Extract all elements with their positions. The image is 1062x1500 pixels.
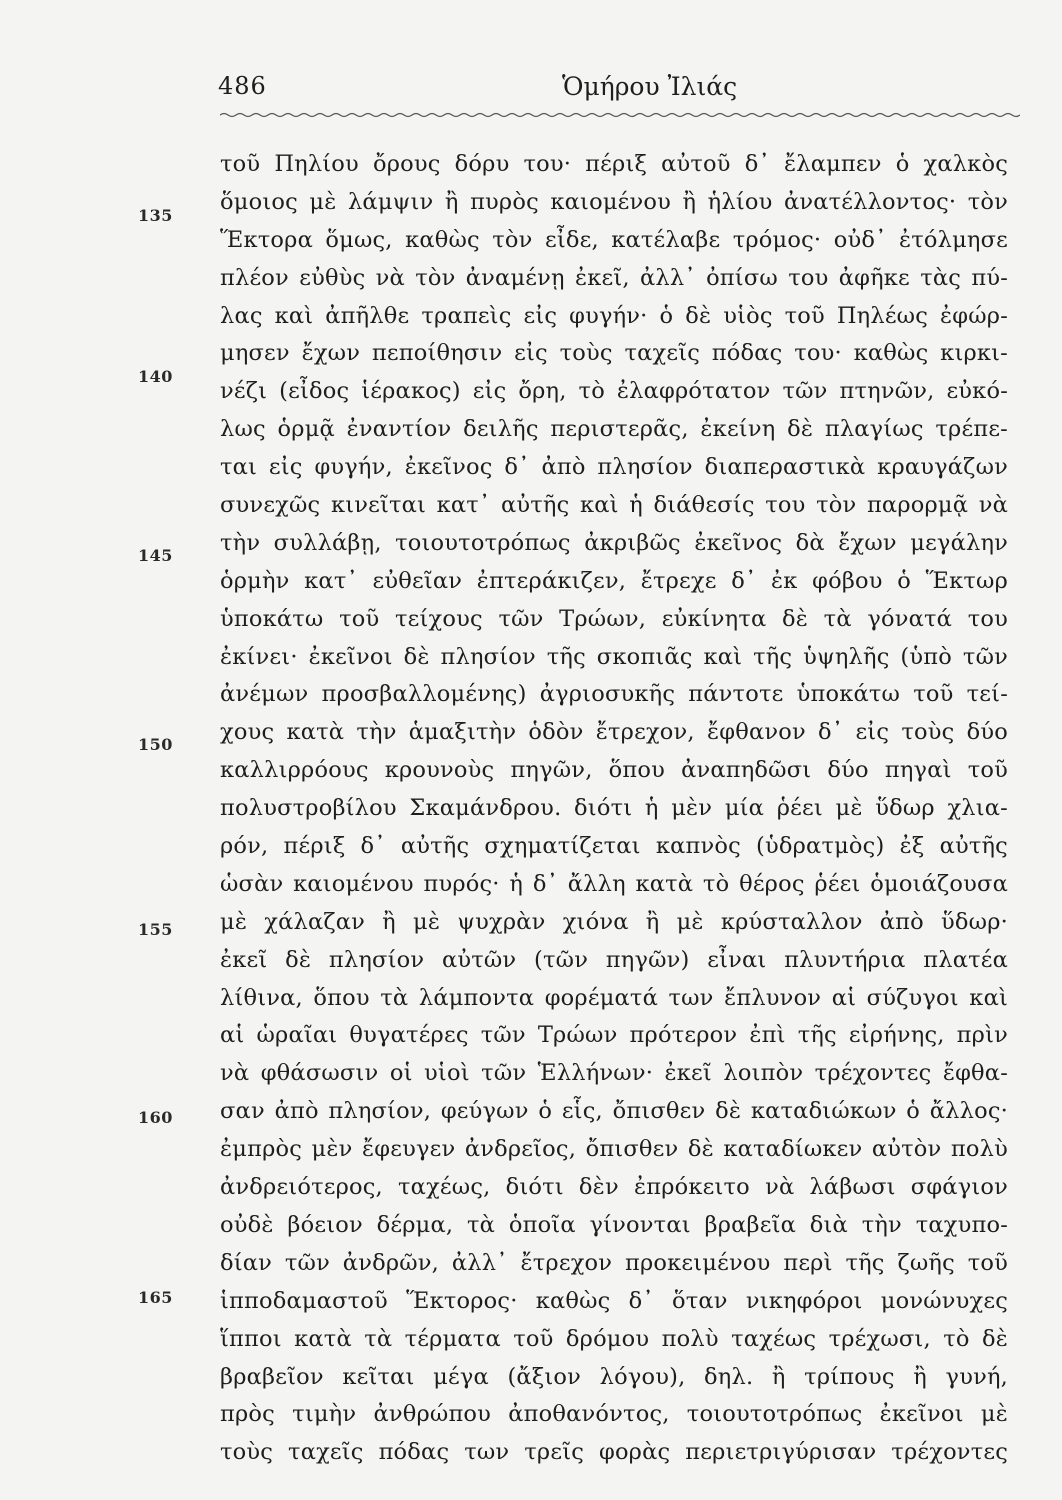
text-line: πολυστροβίλου Σκαμάνδρου. διότι ἡ μὲν μία ῥέει μὲ ὕδωρ χλια- xyxy=(220,795,1008,822)
text-line: λας καὶ ἀπῆλθε τραπεὶς εἰς φυγήν· ὁ δὲ υἱὸς τοῦ Πηλέως ἐφώρ- xyxy=(220,302,1008,329)
poem-text-body xyxy=(220,146,1008,1472)
text-line: μησεν ἔχων πεποίθησιν εἰς τοὺς ταχεῖς πόδας του· καθὼς κιρκι- xyxy=(220,340,1008,367)
text-line: ρόν, πέριξ δ᾿ αὐτῆς σχηματίζεται καπνὸς (ὑδρατμὸς) ἐξ αὐτῆς xyxy=(220,833,1008,860)
text-line: μὲ χάλαζαν ἢ μὲ ψυχρὰν χιόνα ἢ μὲ κρύσταλλον ἀπὸ ὕδωρ· xyxy=(220,908,1008,935)
line-number: 155 xyxy=(138,920,173,939)
text-line: πλέον εὐθὺς νὰ τὸν ἀναμένῃ ἐκεῖ, ἀλλ᾿ ὀπίσω του ἀφῆκε τὰς πύ- xyxy=(220,264,1008,291)
line-number: 165 xyxy=(138,1288,173,1307)
text-line: χους κατὰ τὴν ἁμαξιτὴν ὁδὸν ἔτρεχον, ἔφθανον δ᾿ εἰς τοὺς δύο xyxy=(220,719,1008,746)
text-line: Ἕκτορα ὅμως, καθὼς τὸν εἶδε, κατέλαβε τρόμος· οὐδ᾿ ἐτόλμησε xyxy=(220,226,1008,253)
text-line: τοῦ Πηλίου ὄρους δόρυ του· πέριξ αὐτοῦ δ᾿ ἔλαμπεν ὁ χαλκὸς xyxy=(220,151,1008,177)
text-line: πρὸς τιμὴν ἀνθρώπου ἀποθανόντος, τοιουτοτρόπως ἐκεῖνοι μὲ xyxy=(220,1401,1008,1428)
text-line: λίθινα, ὅπου τὰ λάμποντα φορέματά των ἔπλυνον αἱ σύζυγοι καὶ xyxy=(220,984,1008,1011)
text-line: ὁρμὴν κατ᾿ εὐθεῖαν ἐπτεράκιζεν, ἔτρεχε δ᾿ ἐκ φόβου ὁ Ἕκτωρ xyxy=(220,567,1008,594)
text-line: ὅμοιος μὲ λάμψιν ἢ πυρὸς καιομένου ἢ ἡλίου ἀνατέλλοντος· τὸν xyxy=(220,188,1008,215)
page-header xyxy=(0,68,1062,108)
running-title: Ὁμήρου Ἰλιάς xyxy=(562,72,738,101)
text-line: αἱ ὡραῖαι θυγατέρες τῶν Τρώων πρότερον ἐπὶ τῆς εἰρήνης, πρὶν xyxy=(220,1022,1008,1049)
text-line: ἀνέμων προσβαλλομένης) ἀγριοσυκῆς πάντοτε ὑποκάτω τοῦ τεί- xyxy=(220,681,1008,708)
page-number: 486 xyxy=(218,72,267,100)
text-line: ται εἰς φυγήν, ἐκεῖνος δ᾿ ἀπὸ πλησίον διαπεραστικὰ κραυγάζων xyxy=(220,454,1008,481)
line-number: 145 xyxy=(138,546,173,565)
text-line: ἵπποι κατὰ τὰ τέρματα τοῦ δρόμου πολὺ ταχέως τρέχωσι, τὸ δὲ xyxy=(220,1325,1008,1352)
text-line: βραβεῖον κεῖται μέγα (ἄξιον λόγου), δηλ. ἢ τρίπους ἢ γυνή, xyxy=(220,1363,1008,1390)
text-line: δίαν τῶν ἀνδρῶν, ἀλλ᾿ ἔτρεχον προκειμένου περὶ τῆς ζωῆς τοῦ xyxy=(220,1249,1008,1276)
text-line: ὑποκάτω τοῦ τείχους τῶν Τρώων, εὐκίνητα δὲ τὰ γόνατά του xyxy=(220,605,1008,632)
text-line: ἐμπρὸς μὲν ἔφευγεν ἀνδρεῖος, ὄπισθεν δὲ καταδίωκεν αὐτὸν πολὺ xyxy=(220,1136,1008,1163)
text-line: νὰ φθάσωσιν οἱ υἱοὶ τῶν Ἑλλήνων· ἐκεῖ λοιπὸν τρέχοντες ἔφθα- xyxy=(220,1060,1008,1087)
text-line: νέζι (εἶδος ἱέρακος) εἰς ὄρη, τὸ ἐλαφρότατον τῶν πτηνῶν, εὐκό- xyxy=(220,378,1008,405)
text-line: τοὺς ταχεῖς πόδας των τρεῖς φορὰς περιετριγύρισαν τρέχοντες xyxy=(220,1439,1008,1466)
text-line: ἀνδρειότερος, ταχέως, διότι δὲν ἐπρόκειτο νὰ λάβωσι σφάγιον xyxy=(220,1174,1008,1201)
text-line: ἱπποδαμαστοῦ Ἕκτορος· καθὼς δ᾿ ὅταν νικηφόροι μονώνυχες xyxy=(220,1287,1008,1314)
text-line: καλλιρρόους κρουνοὺς πηγῶν, ὅπου ἀναπηδῶσι δύο πηγαὶ τοῦ xyxy=(220,757,1008,784)
line-number: 160 xyxy=(138,1108,173,1127)
text-line: ὡσὰν καιομένου πυρός· ἡ δ᾿ ἄλλη κατὰ τὸ θέρος ῥέει ὁμοιάζουσα xyxy=(220,870,1008,897)
text-line: λως ὁρμᾷ ἐναντίον δειλῆς περιστερᾶς, ἐκείνη δὲ πλαγίως τρέπε- xyxy=(220,416,1008,443)
text-line: τὴν συλλάβῃ, τοιουτοτρόπως ἀκριβῶς ἐκεῖνος δὰ ἔχων μεγάλην xyxy=(220,529,1008,556)
line-number: 150 xyxy=(138,735,173,754)
text-line: ἐκεῖ δὲ πλησίον αὐτῶν (τῶν πηγῶν) εἶναι πλυντήρια πλατέα xyxy=(220,946,1008,973)
text-line: οὐδὲ βόειον δέρμα, τὰ ὁποῖα γίνονται βραβεῖα διὰ τὴν ταχυπο- xyxy=(220,1211,1008,1238)
line-number: 140 xyxy=(138,367,173,386)
text-line: σαν ἀπὸ πλησίον, φεύγων ὁ εἷς, ὄπισθεν δὲ καταδιώκων ὁ ἄλλος· xyxy=(220,1098,1008,1125)
text-line: συνεχῶς κινεῖται κατ᾿ αὐτῆς καὶ ἡ διάθεσίς του τὸν παρορμᾷ νὰ xyxy=(220,492,1008,519)
text-line: ἐκίνει· ἐκεῖνοι δὲ πλησίον τῆς σκοπιᾶς καὶ τῆς ὑψηλῆς (ὑπὸ τῶν xyxy=(220,643,1008,670)
line-number: 135 xyxy=(138,206,173,225)
wavy-header-rule xyxy=(220,110,1020,120)
